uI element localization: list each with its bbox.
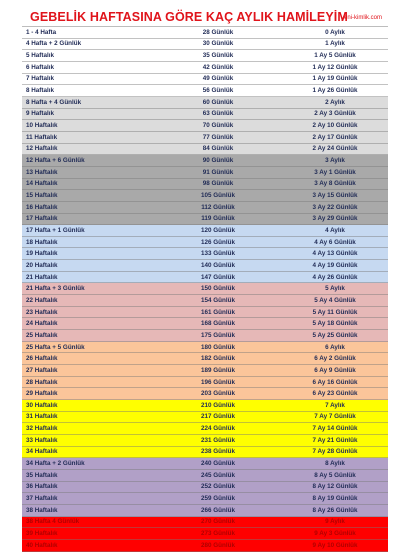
days-cell: 105 Günlük bbox=[201, 192, 235, 200]
months-cell: 2 Ay 24 Günlük bbox=[312, 145, 358, 153]
table-row bbox=[22, 388, 388, 400]
table-row bbox=[22, 272, 388, 284]
months-cell: 5 Ay 4 Günlük bbox=[314, 296, 356, 304]
months-cell: 2 Ay 17 Günlük bbox=[312, 133, 358, 141]
days-cell: 245 Günlük bbox=[201, 471, 235, 479]
week-cell: 20 Haftalık bbox=[26, 261, 58, 269]
table-row bbox=[22, 283, 388, 295]
week-cell: 12 Haftalık bbox=[26, 145, 58, 153]
week-cell: 36 Haftalık bbox=[26, 483, 58, 491]
days-cell: 266 Günlük bbox=[201, 506, 235, 514]
months-cell: 8 Ay 26 Günlük bbox=[312, 506, 358, 514]
months-cell: 4 Ay 26 Günlük bbox=[312, 273, 358, 281]
week-cell: 17 Haftalık bbox=[26, 215, 58, 223]
week-cell: 19 Haftalık bbox=[26, 250, 58, 258]
months-cell: 3 Aylık bbox=[325, 157, 345, 165]
days-cell: 273 Günlük bbox=[201, 530, 235, 538]
days-cell: 84 Günlük bbox=[202, 145, 234, 153]
table-row bbox=[22, 144, 388, 156]
months-cell: 1 Ay 5 Günlük bbox=[314, 52, 356, 60]
months-cell: 3 Ay 1 Günlük bbox=[314, 168, 356, 176]
months-cell: 2 Aylık bbox=[325, 98, 345, 106]
days-cell: 252 Günlük bbox=[201, 483, 235, 491]
week-cell: 21 Hafta + 3 Günlük bbox=[26, 285, 85, 293]
week-cell: 17 Hafta + 1 Günlük bbox=[26, 226, 85, 234]
week-cell: 21 Haftalık bbox=[26, 273, 58, 281]
months-cell: 7 Ay 7 Günlük bbox=[314, 413, 356, 421]
months-cell: 8 Ay 12 Günlük bbox=[312, 483, 358, 491]
months-cell: 3 Ay 29 Günlük bbox=[312, 215, 358, 223]
week-cell: 8 Haftalık bbox=[26, 87, 54, 95]
week-cell: 28 Haftalık bbox=[26, 378, 58, 386]
week-cell: 34 Hafta + 2 Günlük bbox=[26, 460, 85, 468]
week-cell: 22 Haftalık bbox=[26, 296, 58, 304]
week-cell: 29 Haftalık bbox=[26, 390, 58, 398]
table-row bbox=[22, 517, 388, 529]
months-cell: 3 Ay 15 Günlük bbox=[312, 192, 358, 200]
week-cell: 30 Haftalık bbox=[26, 401, 58, 409]
week-cell: 27 Haftalık bbox=[26, 366, 58, 374]
days-cell: 126 Günlük bbox=[201, 238, 235, 246]
days-cell: 189 Günlük bbox=[201, 366, 235, 374]
week-cell: 12 Hafta + 6 Günlük bbox=[26, 157, 85, 165]
days-cell: 30 Günlük bbox=[202, 40, 234, 48]
table-row bbox=[22, 50, 388, 62]
pregnancy-table bbox=[22, 26, 388, 552]
table-row bbox=[22, 248, 388, 260]
table-row bbox=[22, 109, 388, 121]
table-row bbox=[22, 214, 388, 226]
months-cell: 7 Ay 28 Günlük bbox=[312, 448, 358, 456]
days-cell: 168 Günlük bbox=[201, 320, 235, 328]
days-cell: 280 Günlük bbox=[201, 541, 235, 549]
months-cell: 8 Ay 5 Günlük bbox=[314, 471, 356, 479]
week-cell: 10 Haftalık bbox=[26, 122, 58, 130]
days-cell: 203 Günlük bbox=[201, 390, 235, 398]
days-cell: 240 Günlük bbox=[201, 460, 235, 468]
table-row bbox=[22, 295, 388, 307]
days-cell: 175 Günlük bbox=[201, 331, 235, 339]
table-row bbox=[22, 132, 388, 144]
table-row bbox=[22, 179, 388, 191]
days-cell: 210 Günlük bbox=[201, 401, 235, 409]
months-cell: 3 Ay 22 Günlük bbox=[312, 203, 358, 211]
week-cell: 33 Haftalık bbox=[26, 436, 58, 444]
table-row bbox=[22, 400, 388, 412]
months-cell: 9 Ay 10 Günlük bbox=[312, 541, 358, 549]
days-cell: 231 Günlük bbox=[201, 436, 235, 444]
months-cell: 9 Aylık bbox=[325, 518, 345, 526]
week-cell: 5 Haftalık bbox=[26, 52, 54, 60]
months-cell: 5 Ay 25 Günlük bbox=[312, 331, 358, 339]
table-row bbox=[22, 470, 388, 482]
table-row bbox=[22, 27, 388, 39]
days-cell: 270 Günlük bbox=[201, 518, 235, 526]
months-cell: 7 Ay 14 Günlük bbox=[312, 425, 358, 433]
days-cell: 60 Günlük bbox=[202, 98, 234, 106]
days-cell: 112 Günlük bbox=[201, 203, 235, 211]
days-cell: 91 Günlük bbox=[202, 168, 234, 176]
week-cell: 35 Haftalık bbox=[26, 471, 58, 479]
table-row bbox=[22, 505, 388, 517]
months-cell: 2 Ay 3 Günlük bbox=[314, 110, 356, 118]
days-cell: 161 Günlük bbox=[201, 308, 235, 316]
days-cell: 133 Günlük bbox=[201, 250, 235, 258]
months-cell: 9 Ay 3 Günlük bbox=[314, 530, 356, 538]
week-cell: 34 Haftalık bbox=[26, 448, 58, 456]
days-cell: 154 Günlük bbox=[201, 296, 235, 304]
months-cell: 5 Aylık bbox=[325, 285, 345, 293]
days-cell: 259 Günlük bbox=[201, 495, 235, 503]
week-cell: 16 Haftalık bbox=[26, 203, 58, 211]
days-cell: 49 Günlük bbox=[202, 75, 234, 83]
table-row bbox=[22, 62, 388, 74]
table-row bbox=[22, 435, 388, 447]
table-row bbox=[22, 307, 388, 319]
week-cell: 23 Haftalık bbox=[26, 308, 58, 316]
days-cell: 196 Günlük bbox=[201, 378, 235, 386]
days-cell: 180 Günlük bbox=[201, 343, 235, 351]
week-cell: 18 Haftalık bbox=[26, 238, 58, 246]
months-cell: 8 Ay 19 Günlük bbox=[312, 495, 358, 503]
months-cell: 2 Ay 10 Günlük bbox=[312, 122, 358, 130]
table-row bbox=[22, 120, 388, 132]
days-cell: 56 Günlük bbox=[202, 87, 234, 95]
week-cell: 15 Haftalık bbox=[26, 192, 58, 200]
table-row bbox=[22, 237, 388, 249]
days-cell: 77 Günlük bbox=[202, 133, 234, 141]
months-cell: 1 Ay 19 Günlük bbox=[312, 75, 358, 83]
week-cell: 24 Haftalık bbox=[26, 320, 58, 328]
months-cell: 6 Ay 16 Günlük bbox=[312, 378, 358, 386]
table-row bbox=[22, 330, 388, 342]
table-row bbox=[22, 447, 388, 459]
table-row bbox=[22, 85, 388, 97]
week-cell: 39 Haftalık bbox=[26, 530, 58, 538]
week-cell: 6 Haftalık bbox=[26, 63, 54, 71]
table-row bbox=[22, 458, 388, 470]
days-cell: 182 Günlük bbox=[201, 355, 235, 363]
days-cell: 147 Günlük bbox=[201, 273, 235, 281]
week-cell: 38 Haftalık bbox=[26, 506, 58, 514]
week-cell: 9 Haftalık bbox=[26, 110, 54, 118]
table-row bbox=[22, 423, 388, 435]
header bbox=[22, 6, 388, 26]
week-cell: 7 Haftalık bbox=[26, 75, 54, 83]
days-cell: 90 Günlük bbox=[202, 157, 234, 165]
week-cell: 11 Haftalık bbox=[26, 133, 58, 141]
week-cell: 31 Haftalık bbox=[26, 413, 58, 421]
months-cell: 4 Ay 13 Günlük bbox=[312, 250, 358, 258]
months-cell: 0 Aylık bbox=[325, 28, 345, 36]
days-cell: 63 Günlük bbox=[202, 110, 234, 118]
week-cell: 38 Hafta 4 Günlük bbox=[26, 518, 80, 526]
days-cell: 238 Günlük bbox=[201, 448, 235, 456]
days-cell: 35 Günlük bbox=[202, 52, 234, 60]
months-cell: 4 Aylık bbox=[325, 226, 345, 234]
table-row bbox=[22, 74, 388, 86]
page-title: GEBELİK HAFTASINA GÖRE KAÇ AYLIK HAMİLEYİM bbox=[30, 10, 348, 24]
days-cell: 120 Günlük bbox=[201, 226, 235, 234]
days-cell: 150 Günlük bbox=[201, 285, 235, 293]
table-row bbox=[22, 167, 388, 179]
months-cell: 6 Aylık bbox=[325, 343, 345, 351]
months-cell: 1 Ay 26 Günlük bbox=[312, 87, 358, 95]
table-row bbox=[22, 155, 388, 167]
days-cell: 224 Günlük bbox=[201, 425, 235, 433]
months-cell: 4 Ay 6 Günlük bbox=[314, 238, 356, 246]
table-row bbox=[22, 353, 388, 365]
table-row bbox=[22, 225, 388, 237]
table-row bbox=[22, 39, 388, 51]
table-row bbox=[22, 260, 388, 272]
months-cell: 6 Ay 23 Günlük bbox=[312, 390, 358, 398]
table-row bbox=[22, 493, 388, 505]
week-cell: 25 Haftalık bbox=[26, 331, 58, 339]
months-cell: 5 Ay 11 Günlük bbox=[312, 308, 358, 316]
days-cell: 98 Günlük bbox=[202, 180, 234, 188]
months-cell: 7 Ay 21 Günlük bbox=[312, 436, 358, 444]
table-row bbox=[22, 540, 388, 552]
site-watermark: yeni-kimlik.com bbox=[340, 15, 382, 21]
table-row bbox=[22, 202, 388, 214]
table-row bbox=[22, 482, 388, 494]
months-cell: 3 Ay 8 Günlük bbox=[314, 180, 356, 188]
days-cell: 217 Günlük bbox=[201, 413, 235, 421]
days-cell: 140 Günlük bbox=[201, 261, 235, 269]
months-cell: 1 Ay 12 Günlük bbox=[312, 63, 358, 71]
week-cell: 14 Haftalık bbox=[26, 180, 58, 188]
week-cell: 1 - 4 Hafta bbox=[26, 28, 57, 36]
days-cell: 28 Günlük bbox=[202, 28, 234, 36]
table-row bbox=[22, 412, 388, 424]
days-cell: 70 Günlük bbox=[202, 122, 234, 130]
week-cell: 4 Hafta + 2 Günlük bbox=[26, 40, 82, 48]
table-row bbox=[22, 97, 388, 109]
months-cell: 8 Aylık bbox=[325, 460, 345, 468]
week-cell: 37 Haftalık bbox=[26, 495, 58, 503]
table-row bbox=[22, 528, 388, 540]
months-cell: 4 Ay 19 Günlük bbox=[312, 261, 358, 269]
week-cell: 40 Haftalık bbox=[26, 541, 58, 549]
months-cell: 6 Ay 2 Günlük bbox=[314, 355, 356, 363]
months-cell: 6 Ay 9 Günlük bbox=[314, 366, 356, 374]
week-cell: 13 Haftalık bbox=[26, 168, 58, 176]
months-cell: 1 Aylık bbox=[325, 40, 345, 48]
week-cell: 32 Haftalık bbox=[26, 425, 58, 433]
table-row bbox=[22, 190, 388, 202]
week-cell: 25 Hafta + 5 Günlük bbox=[26, 343, 85, 351]
week-cell: 26 Haftalık bbox=[26, 355, 58, 363]
days-cell: 42 Günlük bbox=[202, 63, 234, 71]
days-cell: 119 Günlük bbox=[201, 215, 235, 223]
table-row bbox=[22, 318, 388, 330]
months-cell: 5 Ay 18 Günlük bbox=[312, 320, 358, 328]
week-cell: 8 Hafta + 4 Günlük bbox=[26, 98, 82, 106]
table-row bbox=[22, 365, 388, 377]
table-row bbox=[22, 342, 388, 354]
table-row bbox=[22, 377, 388, 389]
months-cell: 7 Aylık bbox=[325, 401, 345, 409]
